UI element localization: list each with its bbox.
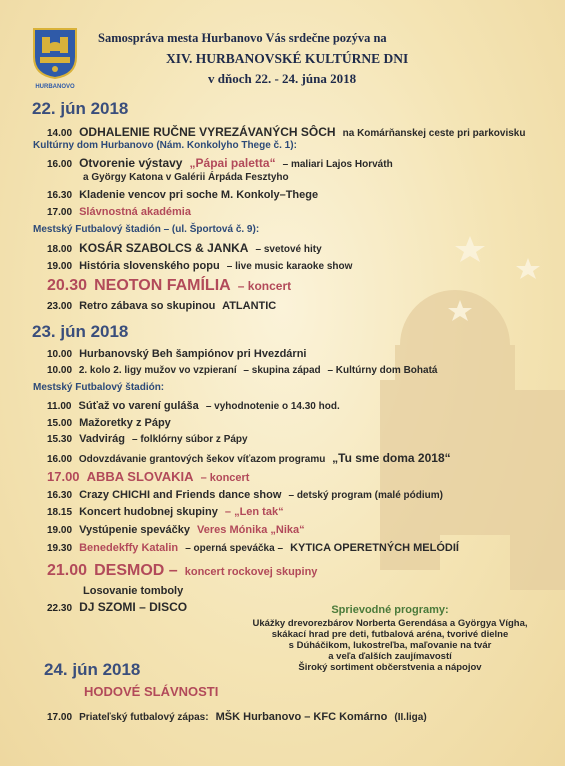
list-item: 10.00 2. kolo 2. ligy mužov vo vzpieraní – skupina západ – Kultúrny dom Bohatá — [47, 365, 438, 376]
list-item: 23.00 Retro zábava so skupinou ATLANTIC — [47, 300, 277, 312]
header-line-3: v dňoch 22. - 24. júna 2018 — [208, 71, 357, 86]
list-item: 16.30 Crazy CHICHI and Friends dance show – detský program (malé pódium) — [47, 489, 443, 501]
list-item: 21.00 DESMOD – koncert rockovej skupiny — [47, 562, 318, 579]
list-item: 19.00 História slovenského popu – live music karaoke show — [47, 260, 353, 272]
list-item: 16.00 Otvorenie výstavy „Pápai paletta“ – maliari Lajos Horváth — [47, 156, 393, 170]
list-item: 18.00 KOSÁR SZABOLCS & JANKA – svetové hity — [47, 241, 322, 255]
day1-date: 22. jún 2018 — [32, 99, 129, 118]
day3-date: 24. jún 2018 — [44, 660, 141, 679]
side-programs-title: Sprievodné programy: — [331, 604, 449, 616]
list-item: 20.30 NEOTON FAMÍLIA – koncert — [47, 277, 292, 294]
header-line-2: XIV. HURBANOVSKÉ KULTÚRNE DNI — [166, 51, 409, 66]
list-item: 17.00 ABBA SLOVAKIA – koncert — [47, 469, 250, 484]
list-item: 19.30 Benedekffy Katalin – operná speváčka – KYTICA OPERETNÝCH MELÓDIÍ — [47, 542, 459, 554]
list-item: 11.00 Súťaž vo varení guláša – vyhodnotenie o 14.30 hod. — [47, 400, 340, 412]
list-item: 19.00 Vystúpenie speváčky Veres Mónika „Nika“ — [47, 524, 305, 536]
side-program-line: Ukážky drevorezbárov Norberta Gerendása a Györgya Vígha, — [252, 618, 528, 629]
venue-heading: Kultúrny dom Hurbanovo (Nám. Konkolyho Thege č. 1): — [33, 140, 297, 151]
day3-subtitle: HODOVÉ SLÁVNOSTI — [84, 684, 219, 699]
side-program-line: s Dúháčikom, lukostreľba, maľovanie na tvár — [288, 640, 492, 651]
list-item: 15.30 Vadvirág – folklórny súbor z Pápy — [47, 433, 248, 445]
crest — [32, 27, 78, 89]
city-crest-icon — [32, 27, 78, 79]
side-program-line: Široký sortiment občerstvenia a nápojov — [298, 662, 482, 673]
side-program-line: skákací hrad pre deti, futbalová aréna, tvorivé dielne — [271, 629, 509, 640]
list-item: 17.00 Slávnostná akadémia — [47, 206, 191, 218]
crest-label: HURBANOVO — [35, 84, 75, 90]
venue-heading: Mestský Futbalový štadión – (ul. Športová č. 9): — [33, 224, 260, 235]
list-item: Losovanie tomboly — [83, 585, 184, 597]
list-item: 18.15 Koncert hudobnej skupiny – „Len tak“ — [47, 506, 284, 518]
list-item: 10.00 Hurbanovský Beh šampiónov pri Hvezdárni — [47, 348, 307, 360]
list-item-continuation: a György Katona v Galérii Árpáda Fesztyho — [83, 172, 289, 183]
list-item: 22.30 DJ SZOMI – DISCO — [47, 600, 188, 614]
side-program-line: a veľa ďalších zaujímavostí — [328, 651, 452, 662]
header-line-1: Samospráva mesta Hurbanovo Vás srdečne pozýva na — [98, 31, 387, 45]
list-item: 15.00 Mažoretky z Pápy — [47, 417, 171, 429]
venue-heading: Mestský Futbalový štadión: — [33, 382, 165, 393]
list-item: 16.00 Odovzdávanie grantových šekov víťazom programu „Tu sme doma 2018“ — [47, 451, 451, 465]
side-programs — [240, 604, 540, 673]
day2-date: 23. jún 2018 — [32, 322, 129, 341]
list-item: 17.00 Priateľský futbalový zápas: MŠK Hurbanovo – KFC Komárno (II.liga) — [47, 711, 427, 723]
list-item: 16.30 Kladenie vencov pri soche M. Konkoly–Thege — [47, 189, 319, 201]
list-item: 14.00 ODHALENIE RUČNE VYREZÁVANÝCH SÔCH na Komárňanskej ceste pri parkovisku — [47, 125, 526, 139]
